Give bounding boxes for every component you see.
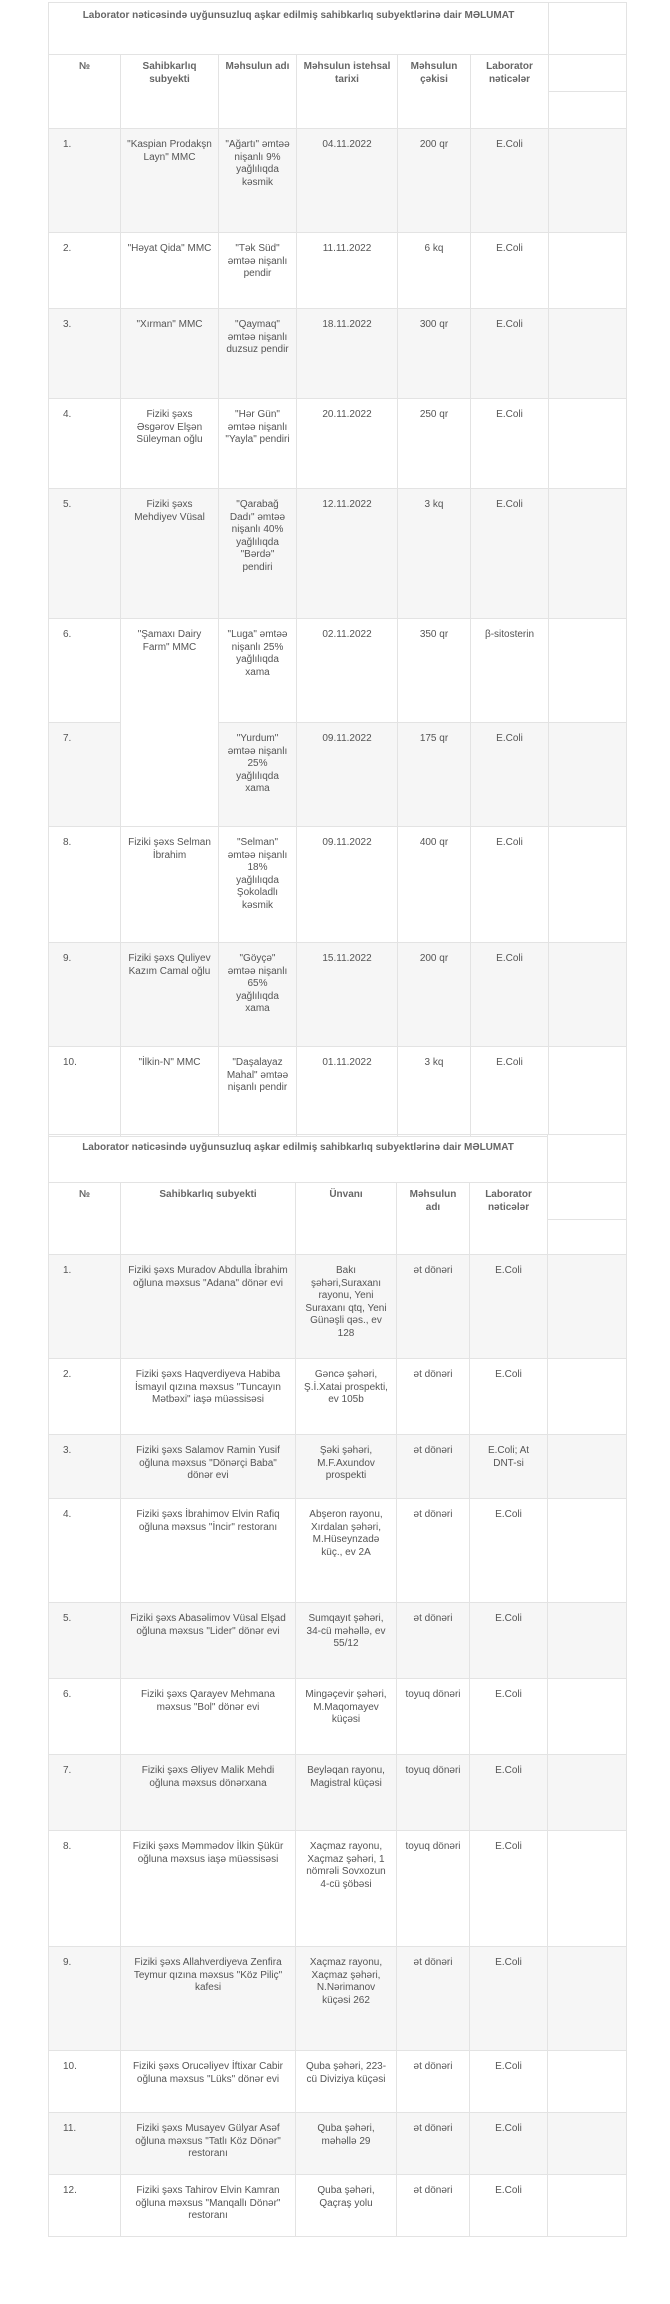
row-number: 8. — [49, 827, 121, 943]
row-date: 18.11.2022 — [297, 309, 398, 399]
table2-header-product: Məhsulun adı — [397, 1183, 470, 1255]
row-result: E.Coli — [470, 2051, 548, 2113]
row-date: 12.11.2022 — [297, 489, 398, 619]
row-address: Abşeron rayonu, Xırdalan şəhəri, M.Hüseynzadə küç., ev 2A — [296, 1499, 397, 1603]
table2-header-no: № — [49, 1183, 121, 1255]
table2-header-subject: Sahibkarlıq subyekti — [121, 1183, 296, 1255]
row-subject: Fiziki şəxs Orucəliyev İftixar Cabir oğluna məxsus "Lüks" dönər evi — [121, 2051, 296, 2113]
row-subject: Fiziki şəxs Selman İbrahim — [121, 827, 219, 943]
row-result: E.Coli — [471, 399, 549, 489]
row-address: Quba şəhəri, Qaçraş yolu — [296, 2175, 397, 2237]
row-number: 2. — [49, 233, 121, 309]
row-subject: Fiziki şəxs İbrahimov Elvin Rafiq oğluna məxsus "İncir" restoranı — [121, 1499, 296, 1603]
row-number: 7. — [49, 1755, 121, 1831]
row-subject: Fiziki şəxs Quliyev Kazım Camal oğlu — [121, 943, 219, 1047]
table-row — [49, 1499, 627, 1603]
row-subject: Fiziki şəxs Məmmədov İlkin Şükür oğluna məxsus iaşə müəssisəsi — [121, 1831, 296, 1947]
row-subject: Fiziki şəxs Salamov Ramin Yusif oğluna məxsus "Dönərçi Baba" dönər evi — [121, 1435, 296, 1499]
lab-results-table-doner — [48, 1134, 627, 2237]
row-result: E.Coli — [470, 1947, 548, 2051]
row-number: 11. — [49, 2113, 121, 2175]
table-row — [49, 1359, 627, 1435]
row-weight: 400 qr — [398, 827, 471, 943]
table-row — [49, 1435, 627, 1499]
table-row — [49, 1831, 627, 1947]
table2-title: Laborator nəticəsində uyğunsuzluq aşkar edilmiş sahibkarlıq subyektlərinə dair MƏLUMAT — [49, 1135, 548, 1183]
row-number: 5. — [49, 489, 121, 619]
row-address: Sumqayıt şəhəri, 34-cü məhəllə, ev 55/12 — [296, 1603, 397, 1679]
row-address: Şəki şəhəri, M.F.Axundov prospekti — [296, 1435, 397, 1499]
row-product: toyuq dönəri — [397, 1755, 470, 1831]
row-result: E.Coli — [471, 309, 549, 399]
row-weight: 200 qr — [398, 129, 471, 233]
row-subject: "Kaspian Prodakşn Layn" MMC — [121, 129, 219, 233]
row-result: E.Coli — [470, 1255, 548, 1359]
row-date: 09.11.2022 — [297, 827, 398, 943]
table-row — [49, 1947, 627, 2051]
row-product: "Daşalayaz Mahal" əmtəə nişanlı pendir — [219, 1047, 297, 1137]
table-row — [49, 827, 627, 943]
row-product: ət dönəri — [397, 2051, 470, 2113]
row-subject: "Şamaxı Dairy Farm" MMC — [121, 619, 219, 827]
table-row — [49, 2051, 627, 2113]
row-number: 6. — [49, 619, 121, 723]
row-subject: Fiziki şəxs Abasəlimov Vüsal Elşad oğluna məxsus "Lider" dönər evi — [121, 1603, 296, 1679]
row-subject: Fiziki şəxs Əliyev Malik Mehdi oğluna məxsus dönərxana — [121, 1755, 296, 1831]
row-subject: Fiziki şəxs Qarayev Mehmana məxsus "Bol" dönər evi — [121, 1679, 296, 1755]
table-row — [49, 1047, 627, 1137]
row-subject: "İlkin-N" MMC — [121, 1047, 219, 1137]
table2-header-address: Ünvanı — [296, 1183, 397, 1255]
row-date: 15.11.2022 — [297, 943, 398, 1047]
row-number: 4. — [49, 399, 121, 489]
row-product: "Selman" əmtəə nişanlı 18% yağlılıqda Şokoladlı kəsmik — [219, 827, 297, 943]
table-row — [49, 2113, 627, 2175]
row-product: ət dönəri — [397, 1359, 470, 1435]
row-product: ət dönəri — [397, 1255, 470, 1359]
row-number: 3. — [49, 309, 121, 399]
table1-header-product: Məhsulun adı — [219, 55, 297, 129]
table-row — [49, 129, 627, 233]
row-date: 09.11.2022 — [297, 723, 398, 827]
row-address: Mingəçevir şəhəri, M.Maqomayev küçəsi — [296, 1679, 397, 1755]
row-product: "Hər Gün" əmtəə nişanlı "Yayla" pendiri — [219, 399, 297, 489]
table-row — [49, 1255, 627, 1359]
row-date: 01.11.2022 — [297, 1047, 398, 1137]
table2-header-result: Laborator nəticələr — [470, 1183, 548, 1255]
row-date: 20.11.2022 — [297, 399, 398, 489]
table1-header-date: Məhsulun istehsal tarixi — [297, 55, 398, 129]
row-number: 9. — [49, 1947, 121, 2051]
row-product: ət dönəri — [397, 1499, 470, 1603]
row-weight: 3 kq — [398, 489, 471, 619]
row-subject: Fiziki şəxs Tahirov Elvin Kamran oğluna məxsus "Manqallı Dönər" restoranı — [121, 2175, 296, 2237]
table1-header-result: Laborator nəticələr — [471, 55, 549, 129]
row-number: 7. — [49, 723, 121, 827]
row-product: "Qarabağ Dadı" əmtəə nişanlı 40% yağlılıqda "Bərdə" pendiri — [219, 489, 297, 619]
row-date: 04.11.2022 — [297, 129, 398, 233]
row-address: Quba şəhəri, 223-cü Diviziya küçəsi — [296, 2051, 397, 2113]
row-number: 2. — [49, 1359, 121, 1435]
row-result: E.Coli — [471, 129, 549, 233]
table-row — [49, 943, 627, 1047]
table1-header-weight: Məhsulun çəkisi — [398, 55, 471, 129]
row-address: Xaçmaz rayonu, Xaçmaz şəhəri, 1 nömrəli Sovxozun 4-cü şöbəsi — [296, 1831, 397, 1947]
row-address: Gəncə şəhəri, Ş.İ.Xatai prospekti, ev 105b — [296, 1359, 397, 1435]
row-result: E.Coli — [470, 1679, 548, 1755]
row-address: Bakı şəhəri,Suraxanı rayonu, Yeni Suraxanı qtq, Yeni Günəşli qəs., ev 128 — [296, 1255, 397, 1359]
row-result: E.Coli — [471, 943, 549, 1047]
table1-header-no: № — [49, 55, 121, 129]
table-row — [49, 489, 627, 619]
row-product: "Qaymaq" əmtəə nişanlı duzsuz pendir — [219, 309, 297, 399]
row-number: 6. — [49, 1679, 121, 1755]
row-result: E.Coli — [470, 1831, 548, 1947]
row-subject: Fiziki şəxs Mehdiyev Vüsal — [121, 489, 219, 619]
row-result: E.Coli — [471, 489, 549, 619]
row-subject: Fiziki şəxs Musayev Gülyar Asəf oğluna məxsus "Tatlı Köz Dönər" restoranı — [121, 2113, 296, 2175]
table1-header-subject: Sahibkarlıq subyekti — [121, 55, 219, 129]
row-result: β-sitosterin — [471, 619, 549, 723]
row-result: E.Coli — [470, 1499, 548, 1603]
row-address: Quba şəhəri, məhəllə 29 — [296, 2113, 397, 2175]
row-date: 11.11.2022 — [297, 233, 398, 309]
table-row — [49, 1679, 627, 1755]
table-row — [49, 233, 627, 309]
row-weight: 200 qr — [398, 943, 471, 1047]
row-product: ət dönəri — [397, 1435, 470, 1499]
row-weight: 300 qr — [398, 309, 471, 399]
table-row — [49, 1603, 627, 1679]
row-product: "Göyçə" əmtəə nişanlı 65% yağlılıqda xama — [219, 943, 297, 1047]
row-result: E.Coli — [470, 2113, 548, 2175]
row-product: "Luga" əmtəə nişanlı 25% yağlılıqda xama — [219, 619, 297, 723]
row-number: 4. — [49, 1499, 121, 1603]
row-result: E.Coli — [471, 827, 549, 943]
row-number: 10. — [49, 2051, 121, 2113]
row-number: 5. — [49, 1603, 121, 1679]
table-row — [49, 2175, 627, 2237]
table-row — [49, 399, 627, 489]
row-subject: "Həyat Qida" MMC — [121, 233, 219, 309]
row-address: Beyləqan rayonu, Magistral küçəsi — [296, 1755, 397, 1831]
row-date: 02.11.2022 — [297, 619, 398, 723]
row-weight: 350 qr — [398, 619, 471, 723]
lab-results-table-products — [48, 2, 627, 1137]
row-weight: 3 kq — [398, 1047, 471, 1137]
row-result: E.Coli — [470, 1755, 548, 1831]
row-number: 3. — [49, 1435, 121, 1499]
row-number: 8. — [49, 1831, 121, 1947]
table-row — [49, 309, 627, 399]
table-row — [49, 1755, 627, 1831]
row-product: "Yurdum" əmtəə nişanlı 25% yağlılıqda xama — [219, 723, 297, 827]
row-product: ət dönəri — [397, 1947, 470, 2051]
row-product: "Tək Süd" əmtəə nişanlı pendir — [219, 233, 297, 309]
row-address: Xaçmaz rayonu, Xaçmaz şəhəri, N.Nərimanov küçəsi 262 — [296, 1947, 397, 2051]
row-result: E.Coli — [470, 1603, 548, 1679]
row-number: 9. — [49, 943, 121, 1047]
row-subject: Fiziki şəxs Muradov Abdulla İbrahim oğluna məxsus "Adana" dönər evi — [121, 1255, 296, 1359]
row-subject: "Xırman" MMC — [121, 309, 219, 399]
row-result: E.Coli — [471, 723, 549, 827]
row-result: E.Coli — [470, 2175, 548, 2237]
row-product: toyuq dönəri — [397, 1679, 470, 1755]
row-number: 1. — [49, 1255, 121, 1359]
row-product: ət dönəri — [397, 2175, 470, 2237]
row-number: 1. — [49, 129, 121, 233]
table-row — [49, 619, 627, 723]
row-product: "Ağartı" əmtəə nişanlı 9% yağlılıqda kəsmik — [219, 129, 297, 233]
row-result: E.Coli — [470, 1359, 548, 1435]
row-subject: Fiziki şəxs Allahverdiyeva Zenfira Teymur qızına məxsus "Köz Piliç" kafesi — [121, 1947, 296, 2051]
row-subject: Fiziki şəxs Haqverdiyeva Habiba İsmayıl qızına məxsus "Tuncayın Mətbəxi" iaşə müəssisəsi — [121, 1359, 296, 1435]
row-number: 12. — [49, 2175, 121, 2237]
row-weight: 250 qr — [398, 399, 471, 489]
row-product: ət dönəri — [397, 1603, 470, 1679]
row-number: 10. — [49, 1047, 121, 1137]
row-subject: Fiziki şəxs Əsgərov Elşən Süleyman oğlu — [121, 399, 219, 489]
row-product: toyuq dönəri — [397, 1831, 470, 1947]
row-result: E.Coli; At DNT-si — [470, 1435, 548, 1499]
row-result: E.Coli — [471, 1047, 549, 1137]
row-product: ət dönəri — [397, 2113, 470, 2175]
table1-title: Laborator nəticəsində uyğunsuzluq aşkar edilmiş sahibkarlıq subyektlərinə dair MƏLUMAT — [49, 3, 549, 55]
row-weight: 6 kq — [398, 233, 471, 309]
row-weight: 175 qr — [398, 723, 471, 827]
row-result: E.Coli — [471, 233, 549, 309]
